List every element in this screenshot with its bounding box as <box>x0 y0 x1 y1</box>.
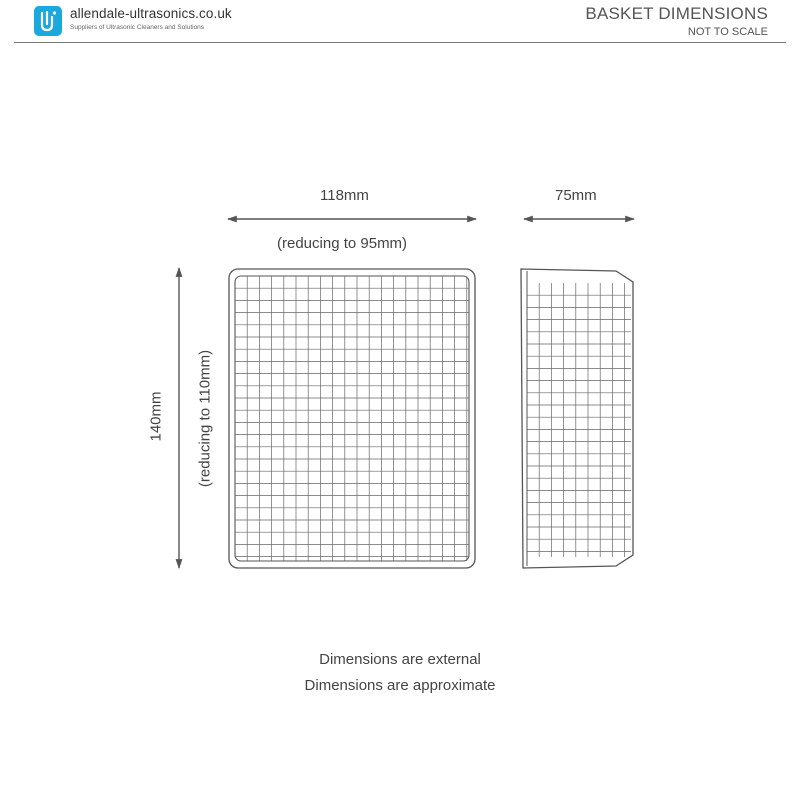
note-external: Dimensions are external <box>319 651 481 668</box>
front-mesh-grid <box>235 276 469 561</box>
width-label: 118mm <box>320 187 369 204</box>
page-subtitle: NOT TO SCALE <box>687 26 768 38</box>
basket-front-view <box>229 269 475 568</box>
side-mesh-grid <box>527 283 631 557</box>
site-tagline: Suppliers of Ultrasonic Cleaners and Solutions <box>70 24 205 31</box>
page-title: BASKET DIMENSIONS <box>585 4 768 23</box>
basket-side-view <box>521 269 633 568</box>
height-label: 140mm <box>147 391 165 442</box>
height-reducing-label: (reducing to 110mm) <box>196 349 214 488</box>
width-reducing-label: (reducing to 95mm) <box>277 235 408 252</box>
site-name[interactable]: allendale-ultrasonics.co.uk <box>70 6 232 21</box>
depth-label: 75mm <box>555 187 597 204</box>
note-approximate: Dimensions are approximate <box>304 677 496 694</box>
